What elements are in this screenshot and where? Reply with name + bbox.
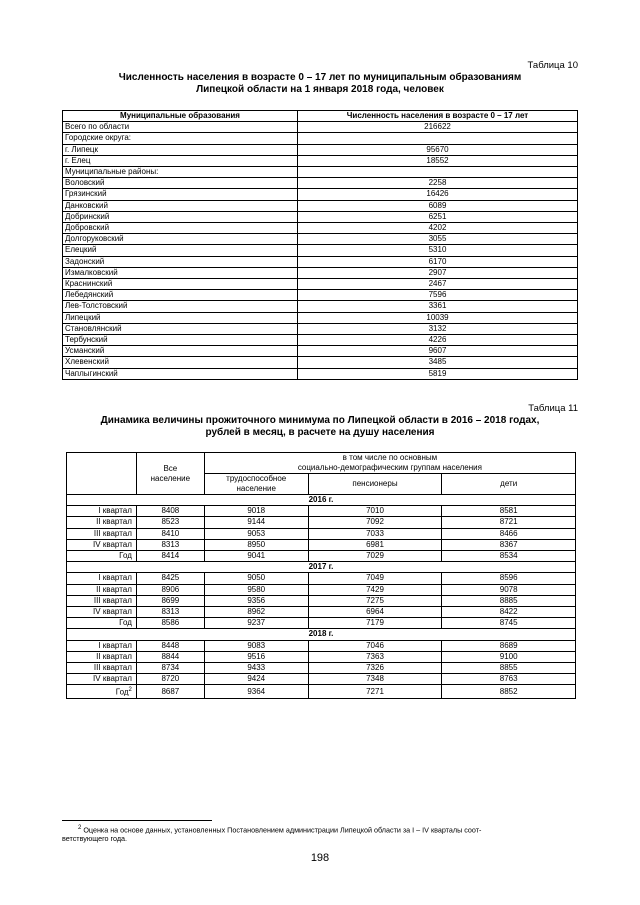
period-label <box>67 640 137 651</box>
period-text: III квартал <box>93 663 132 673</box>
table11-row <box>67 528 576 539</box>
table11-head-all-line2: население <box>150 473 191 483</box>
pensioners-value: 6964 <box>308 607 442 618</box>
period-label <box>67 551 137 562</box>
population-value: 95670 <box>298 144 578 155</box>
table10-title-line1: Численность населения в возрасте 0 – 17 лет по муниципальным образованиям <box>118 72 522 83</box>
population-value: 7596 <box>298 290 578 301</box>
period-text: I квартал <box>98 506 132 516</box>
all-population-value: 8720 <box>136 674 204 685</box>
table10-body <box>63 122 578 380</box>
table11-head-work-line1: трудоспособное <box>226 474 287 483</box>
period-text: III квартал <box>93 595 132 605</box>
municipality-name: Данковский <box>63 200 298 211</box>
municipality-name: Муниципальные районы: <box>63 167 298 178</box>
pensioners-value: 7092 <box>308 517 442 528</box>
all-population-value: 8844 <box>136 651 204 662</box>
population-value: 3361 <box>298 301 578 312</box>
children-value: 9100 <box>442 651 576 662</box>
municipality-name: г. Липецк <box>63 144 298 155</box>
table10-header-row <box>63 111 578 122</box>
period-text: Год <box>119 551 132 561</box>
children-value: 8852 <box>442 685 576 699</box>
period-label <box>67 651 137 662</box>
municipality-name: Лебедянский <box>63 290 298 301</box>
population-value: 16426 <box>298 189 578 200</box>
table11-head-kids: дети <box>442 474 576 495</box>
pensioners-value: 7033 <box>308 528 442 539</box>
working-age-value: 9356 <box>204 595 308 606</box>
all-population-value: 8425 <box>136 573 204 584</box>
year-label: 2017 г. <box>67 562 576 573</box>
children-value: 8855 <box>442 663 576 674</box>
children-value: 8596 <box>442 573 576 584</box>
footnote-mark: 2 <box>77 825 82 831</box>
table11-title-line1: Динамика величины прожиточного минимума по Липецкой области в 2016 – 2018 годах, <box>100 415 540 426</box>
all-population-value: 8699 <box>136 595 204 606</box>
working-age-value: 9144 <box>204 517 308 528</box>
table10-row <box>63 133 578 144</box>
table11-row <box>67 506 576 517</box>
table10-row <box>63 189 578 200</box>
municipality-name: Добровский <box>63 223 298 234</box>
municipality-name: Всего по области <box>63 122 298 133</box>
table11-row <box>67 640 576 651</box>
table10-row <box>63 155 578 166</box>
table11-row <box>67 651 576 662</box>
pensioners-value: 7363 <box>308 651 442 662</box>
table10-row <box>63 122 578 133</box>
children-value: 8581 <box>442 506 576 517</box>
population-value: 4202 <box>298 223 578 234</box>
population-value: 2467 <box>298 279 578 290</box>
working-age-value: 9580 <box>204 584 308 595</box>
table10-row <box>63 312 578 323</box>
all-population-value: 8523 <box>136 517 204 528</box>
table10-label: Таблица 10 <box>527 60 578 71</box>
table10-row <box>63 178 578 189</box>
municipality-name: Становлянский <box>63 323 298 334</box>
period-label <box>67 685 137 699</box>
children-value: 8885 <box>442 595 576 606</box>
table11-header-row-1 <box>67 453 576 474</box>
working-age-value: 8950 <box>204 539 308 550</box>
municipality-name: Измалковский <box>63 267 298 278</box>
table11-head-group <box>204 453 575 474</box>
period-label <box>67 607 137 618</box>
pensioners-value: 7049 <box>308 573 442 584</box>
table11-row <box>67 607 576 618</box>
table10-row <box>63 144 578 155</box>
municipality-name: Краснинский <box>63 279 298 290</box>
table11-row <box>67 584 576 595</box>
population-value <box>298 133 578 144</box>
year-label: 2016 г. <box>67 495 576 506</box>
children-value: 8763 <box>442 674 576 685</box>
population-value: 6089 <box>298 200 578 211</box>
municipality-name: Городские округа: <box>63 133 298 144</box>
table11-row <box>67 539 576 550</box>
table10-row <box>63 223 578 234</box>
period-text: II квартал <box>96 651 132 661</box>
period-text: II квартал <box>96 584 132 594</box>
all-population-value: 8586 <box>136 618 204 629</box>
period-label <box>67 528 137 539</box>
footnote-ref: 2 <box>128 687 132 694</box>
table10-title <box>62 72 578 96</box>
municipality-name: Воловский <box>63 178 298 189</box>
year-row <box>67 562 576 573</box>
table11-row <box>67 551 576 562</box>
population-value: 6251 <box>298 211 578 222</box>
period-label <box>67 506 137 517</box>
period-text: I квартал <box>98 640 132 650</box>
working-age-value: 9053 <box>204 528 308 539</box>
table11-head-work-line2: население <box>236 484 276 493</box>
population-value: 9607 <box>298 346 578 357</box>
table11-head-group-line2: социально-демографическим группам населения <box>297 463 482 472</box>
population-value: 216622 <box>298 122 578 133</box>
table11-row <box>67 618 576 629</box>
population-value: 3132 <box>298 323 578 334</box>
table10-col-population: Численность населения в возрасте 0 – 17 лет <box>298 111 578 122</box>
working-age-value: 9516 <box>204 651 308 662</box>
children-value: 8367 <box>442 539 576 550</box>
municipality-name: Чаплыгинский <box>63 368 298 379</box>
municipality-name: Добринский <box>63 211 298 222</box>
population-value: 3055 <box>298 234 578 245</box>
table11-row <box>67 674 576 685</box>
children-value: 8534 <box>442 551 576 562</box>
table11-body <box>67 495 576 699</box>
children-value: 8422 <box>442 607 576 618</box>
all-population-value: 8687 <box>136 685 204 699</box>
working-age-value: 9364 <box>204 685 308 699</box>
period-text: Год <box>115 688 129 698</box>
working-age-value: 9433 <box>204 663 308 674</box>
table11-head-all <box>136 453 204 495</box>
population-value: 5310 <box>298 245 578 256</box>
table11-head-period <box>67 453 137 495</box>
working-age-value: 9237 <box>204 618 308 629</box>
period-text: III квартал <box>93 528 132 538</box>
population-value: 10039 <box>298 312 578 323</box>
table11-row <box>67 517 576 528</box>
population-value: 18552 <box>298 155 578 166</box>
municipality-name: Долгоруковский <box>63 234 298 245</box>
all-population-value: 8313 <box>136 539 204 550</box>
period-label <box>67 517 137 528</box>
working-age-value: 8962 <box>204 607 308 618</box>
working-age-value: 9041 <box>204 551 308 562</box>
municipality-name: Елецкий <box>63 245 298 256</box>
municipality-name: Хлевенский <box>63 357 298 368</box>
pensioners-value: 7271 <box>308 685 442 699</box>
children-value: 8466 <box>442 528 576 539</box>
children-value: 8745 <box>442 618 576 629</box>
table11-row <box>67 595 576 606</box>
year-label: 2018 г. <box>67 629 576 640</box>
all-population-value: 8410 <box>136 528 204 539</box>
table10-row <box>63 167 578 178</box>
all-population-value: 8448 <box>136 640 204 651</box>
population-value: 5819 <box>298 368 578 379</box>
table10-row <box>63 357 578 368</box>
municipality-name: г. Елец <box>63 155 298 166</box>
population-value: 6170 <box>298 256 578 267</box>
table10-row <box>63 335 578 346</box>
municipality-name: Тербунский <box>63 335 298 346</box>
population-value: 2258 <box>298 178 578 189</box>
working-age-value: 9424 <box>204 674 308 685</box>
table10-row <box>63 279 578 290</box>
table10-row <box>63 267 578 278</box>
pensioners-value: 7429 <box>308 584 442 595</box>
period-text: I квартал <box>98 573 132 583</box>
table10-col-municipal: Муниципальные образования <box>63 111 298 122</box>
table10-row <box>63 234 578 245</box>
all-population-value: 8414 <box>136 551 204 562</box>
population-value: 3485 <box>298 357 578 368</box>
table10-row <box>63 301 578 312</box>
table11-title <box>62 415 578 439</box>
pensioners-value: 7010 <box>308 506 442 517</box>
period-text: IV квартал <box>93 539 132 549</box>
table10-row <box>63 245 578 256</box>
pensioners-value: 7029 <box>308 551 442 562</box>
period-label <box>67 595 137 606</box>
period-label <box>67 663 137 674</box>
population-value: 4226 <box>298 335 578 346</box>
table10-row <box>63 200 578 211</box>
children-value: 8721 <box>442 517 576 528</box>
pensioners-value: 7326 <box>308 663 442 674</box>
period-text: Год <box>119 618 132 628</box>
working-age-value: 9050 <box>204 573 308 584</box>
footnote-line1 <box>62 824 578 834</box>
period-text: II квартал <box>96 517 132 527</box>
period-text: IV квартал <box>93 607 132 617</box>
footnote-text-1: Оценка на основе данных, установленных Постановлением администрации Липецкой области за I – IV кварталы соот- <box>83 825 482 835</box>
table10-row <box>63 323 578 334</box>
municipality-name: Грязинский <box>63 189 298 200</box>
year-row <box>67 495 576 506</box>
table11-row <box>67 663 576 674</box>
table10-row <box>63 211 578 222</box>
all-population-value: 8408 <box>136 506 204 517</box>
municipality-name: Задонский <box>63 256 298 267</box>
period-label <box>67 674 137 685</box>
table11-head-group-line1: в том числе по основным <box>342 453 438 462</box>
period-label <box>67 573 137 584</box>
table10-row <box>63 346 578 357</box>
period-label <box>67 618 137 629</box>
all-population-value: 8906 <box>136 584 204 595</box>
pensioners-value: 7179 <box>308 618 442 629</box>
period-label <box>67 584 137 595</box>
working-age-value: 9083 <box>204 640 308 651</box>
table10-row <box>63 256 578 267</box>
footnote <box>62 824 578 843</box>
table11-head-work <box>204 474 308 495</box>
children-value: 8689 <box>442 640 576 651</box>
all-population-value: 8734 <box>136 663 204 674</box>
municipality-name: Лев-Толстовский <box>63 301 298 312</box>
municipality-name: Липецкий <box>63 312 298 323</box>
table10-row <box>63 368 578 379</box>
table10-row <box>63 290 578 301</box>
population-value <box>298 167 578 178</box>
table11 <box>66 452 576 699</box>
table10-title-line2: Липецкой области на 1 января 2018 года, человек <box>196 84 444 95</box>
population-value: 2907 <box>298 267 578 278</box>
table11-head-all-line1: Все <box>163 463 178 473</box>
table11-label: Таблица 11 <box>528 403 578 414</box>
period-label <box>67 539 137 550</box>
pensioners-value: 7046 <box>308 640 442 651</box>
table11-row <box>67 685 576 699</box>
children-value: 9078 <box>442 584 576 595</box>
working-age-value: 9018 <box>204 506 308 517</box>
table11-head-pens: пенсионеры <box>308 474 442 495</box>
pensioners-value: 6981 <box>308 539 442 550</box>
period-text: IV квартал <box>93 674 132 684</box>
pensioners-value: 7348 <box>308 674 442 685</box>
page-number: 198 <box>310 852 330 864</box>
all-population-value: 8313 <box>136 607 204 618</box>
municipality-name: Усманский <box>63 346 298 357</box>
footnote-divider <box>62 820 212 821</box>
table11-row <box>67 573 576 584</box>
table11-title-line2: рублей в месяц, в расчете на душу населения <box>205 427 435 438</box>
footnote-line2: ветствующего года. <box>62 834 128 844</box>
year-row <box>67 629 576 640</box>
table10 <box>62 110 578 380</box>
pensioners-value: 7275 <box>308 595 442 606</box>
